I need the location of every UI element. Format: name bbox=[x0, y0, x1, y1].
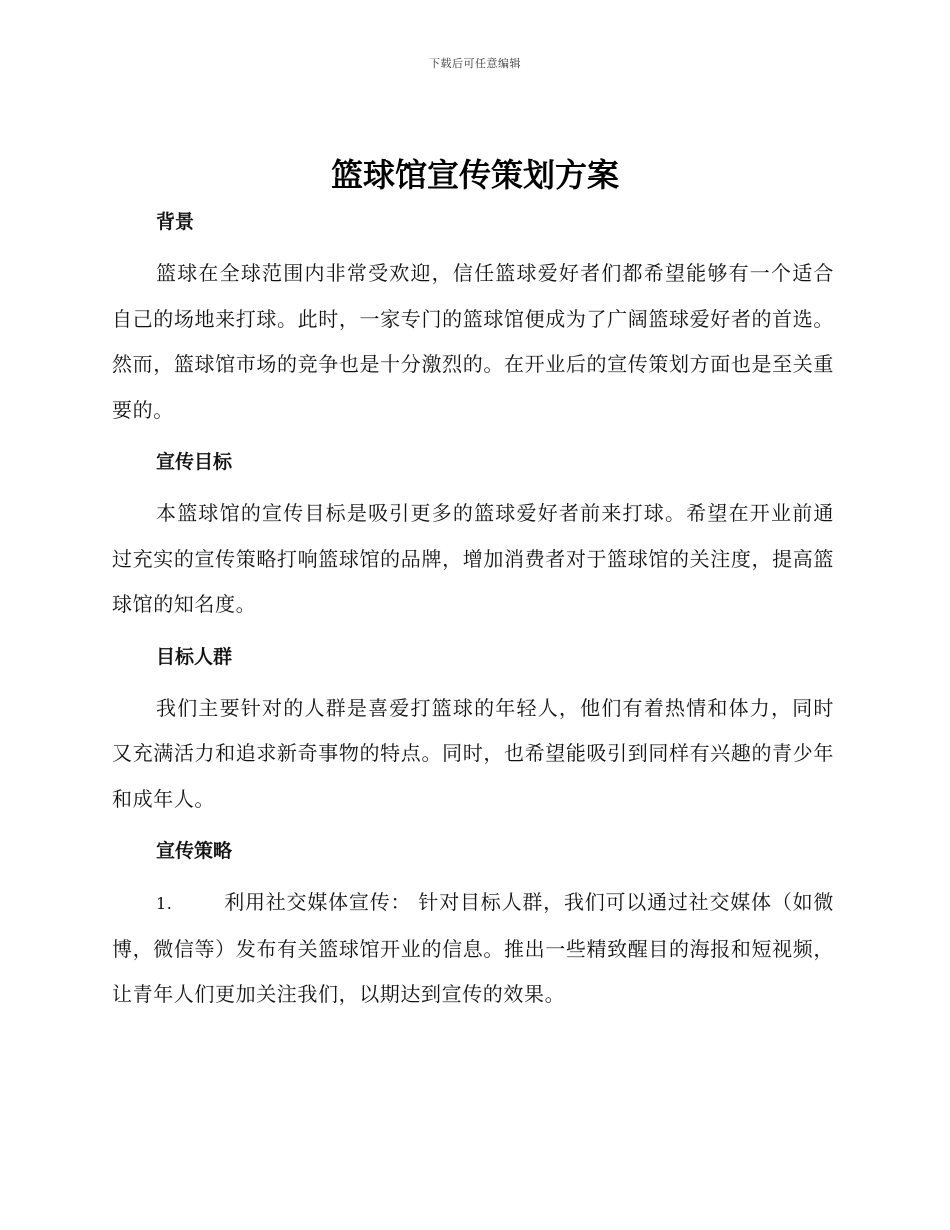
section-paragraph-audience: 我们主要针对的人群是喜爱打篮球的年轻人，他们有着热情和体力，同时又充满活力和追求新奇事物的特点。同时，也希望能吸引到同样有兴趣的青少年和成年人。 bbox=[112, 695, 834, 811]
section-heading-strategy: 宣传策略 bbox=[156, 840, 233, 862]
section-paragraph-background: 篮球在全球范围内非常受欢迎，信任篮球爱好者们都希望能够有一个适合自己的场地来打球。此时，一家专门的篮球馆便成为了广阔篮球爱好者的首选。然而，篮球馆市场的竞争也是十分激烈的。在开业后的宣传策划方面也是至关重要的。 bbox=[112, 261, 834, 422]
list-item-number: 1. bbox=[156, 894, 173, 913]
section-heading-background: 背景 bbox=[156, 211, 195, 233]
document-body bbox=[112, 205, 834, 1018]
section-heading-goal: 宣传目标 bbox=[156, 451, 233, 473]
section-paragraph-goal: 本篮球馆的宣传目标是吸引更多的篮球爱好者前来打球。希望在开业前通过充实的宣传策略打响篮球馆的品牌，增加消费者对于篮球馆的关注度，提高篮球馆的知名度。 bbox=[112, 501, 834, 616]
section-heading-audience: 目标人群 bbox=[156, 645, 233, 668]
page-title: 篮球馆宣传策划方案 bbox=[330, 156, 619, 194]
list-item-text: 利用社交媒体宣传： 针对目标人群，我们可以通过社交媒体（如微博，微信等）发布有关篮球馆开业的信息。推出一些精致醒目的海报和短视频，让青年人们更加关注我们，以期达到宣传的效果。 bbox=[112, 890, 834, 1006]
list-item bbox=[112, 880, 834, 1018]
header-note: 下载后可任意编辑 bbox=[429, 57, 521, 70]
